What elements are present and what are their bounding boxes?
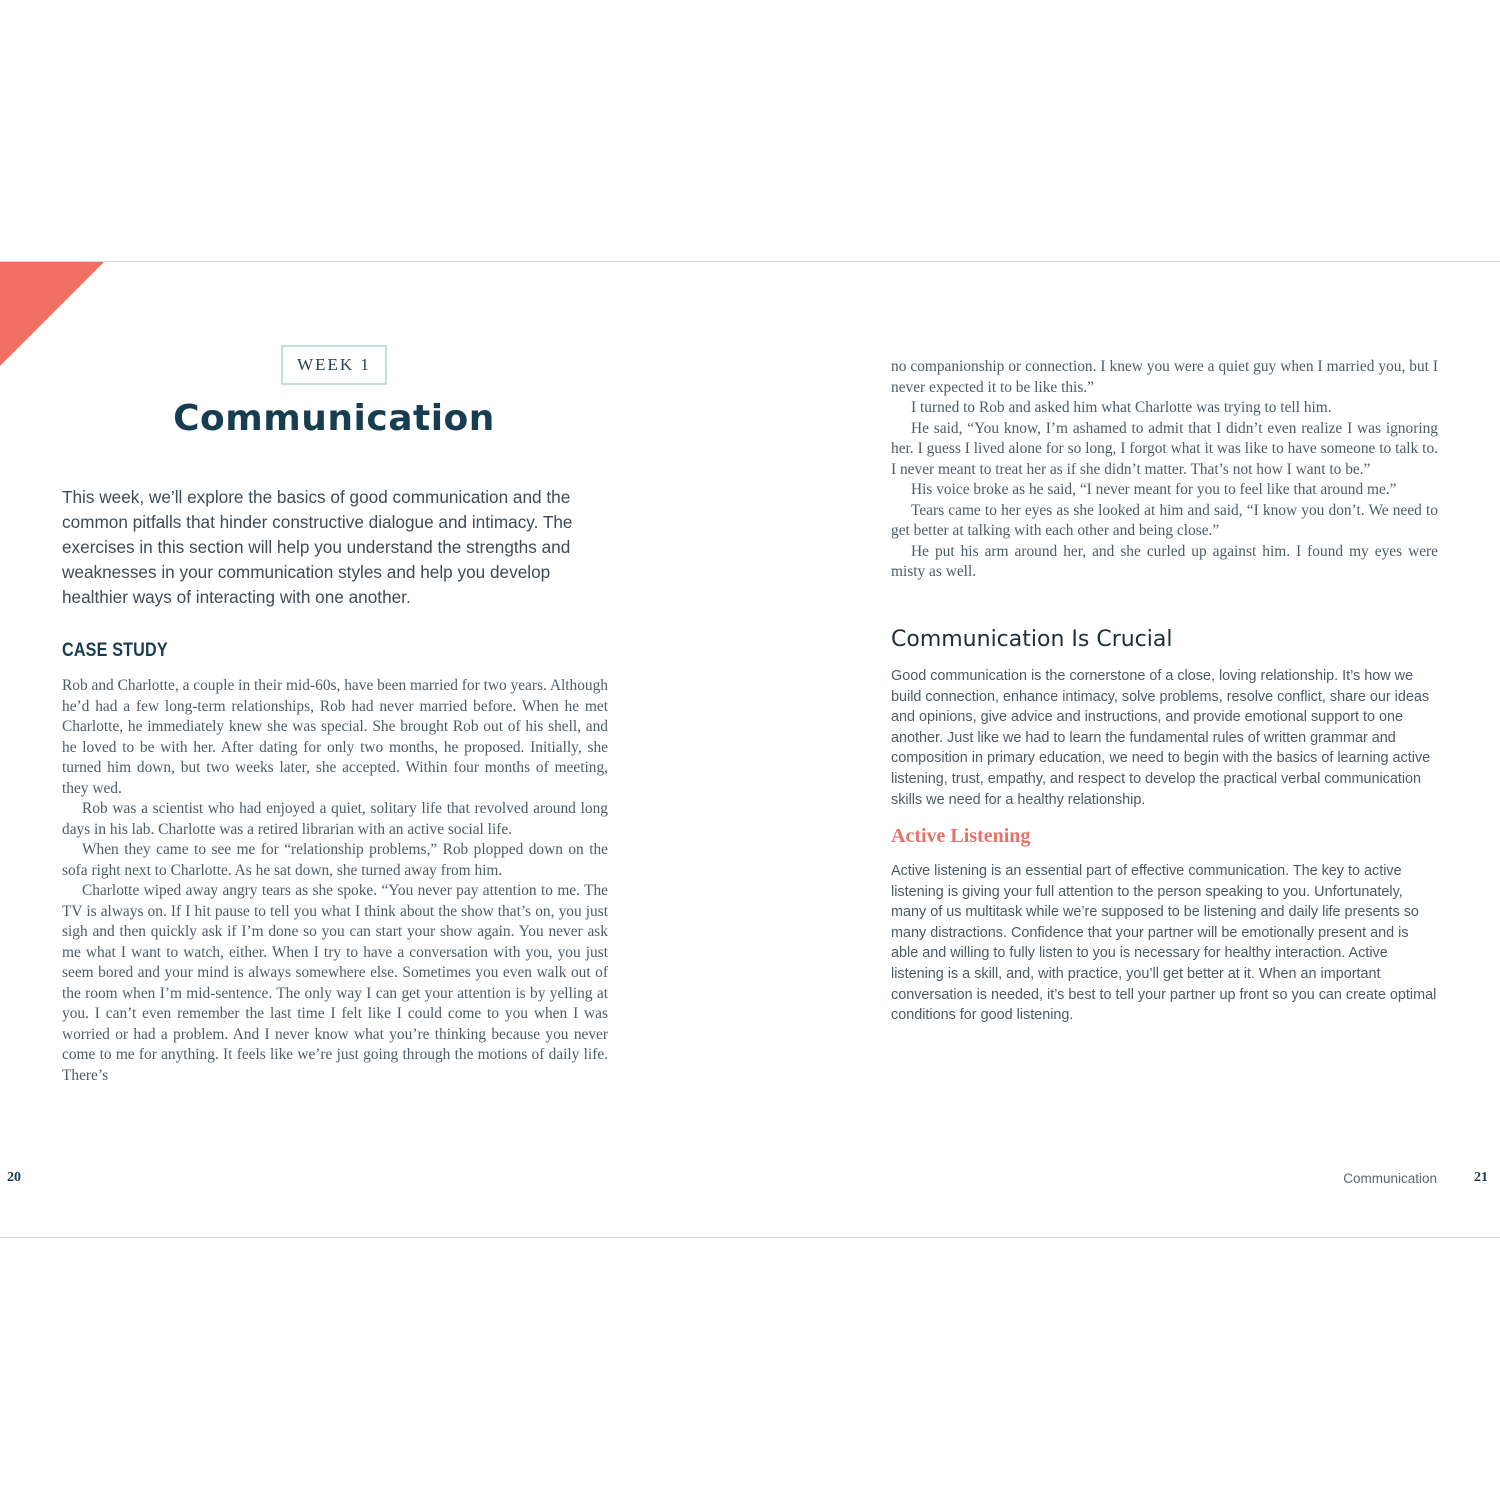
case-study-heading: CASE STUDY xyxy=(62,640,168,661)
case-study-paragraph: He put his arm around her, and she curled up against him. I found my eyes were misty as well. xyxy=(891,542,1438,580)
bottom-rule xyxy=(0,1237,1500,1238)
case-study-paragraph: no companionship or connection. I knew you were a quiet guy when I married you, but I never expected it to be like this.” xyxy=(891,358,1438,396)
case-study-paragraph: His voice broke as he said, “I never meant for you to feel like that around me.” xyxy=(911,481,1397,498)
page-number-right: 21 xyxy=(1474,1170,1488,1185)
case-study-continued xyxy=(891,357,1438,583)
chapter-intro: This week, we’ll explore the basics of good communication and the common pitfalls that hinder constructive dialogue and intimacy. The exercises in this section will help you understand the strengths and weaknesses in your communication styles and help you develop healthier ways of interacting with one another. xyxy=(62,487,573,607)
case-study-paragraph: I turned to Rob and asked him what Charlotte was trying to tell him. xyxy=(911,399,1332,416)
case-study-paragraph: He said, “You know, I’m ashamed to admit that I didn’t even realize I was ignoring her. I guess I lived alone for so long, I forgot what it was like to have someone to talk to. I never meant to treat her as if she didn’t matter. That’s not how I want to be.” xyxy=(891,419,1438,478)
section-heading: Communication Is Crucial xyxy=(891,627,1173,652)
case-study-paragraph: Rob and Charlotte, a couple in their mid-60s, have been married for two years. Although he’d had a few long-term relationships, Rob had never married before. When he met Charlotte, he immediately knew she was special. She brought Rob out of his shell, and he loved to be with her. After dating for only two months, he proposed. Initially, she turned him down, but two weeks later, she accepted. Within four months of meeting, they wed. xyxy=(62,677,608,797)
case-study-paragraph: When they came to see me for “relationship problems,” Rob plopped down on the sofa right next to Charlotte. As he sat down, she turned away from him. xyxy=(62,841,608,879)
case-study-paragraph: Tears came to her eyes as she looked at him and said, “I know you don’t. We need to get better at talking with each other and being close.” xyxy=(891,501,1438,539)
chapter-title: Communication xyxy=(173,398,495,439)
case-study-body xyxy=(62,676,608,1086)
page-number-left: 20 xyxy=(7,1170,21,1185)
corner-triangle xyxy=(0,262,104,366)
section-body: Good communication is the cornerstone of a close, loving relationship. It’s how we build connection, enhance intimacy, solve problems, resolve conflict, share our ideas and opinions, give advice and instructions, and provide emotional support to one another. Just like we had to learn the fundamental rules of written grammar and composition in primary education, we need to begin with the basics of learning active listening, trust, empathy, and respect to develop the practical verbal communication skills we need for a healthy relationship. xyxy=(891,668,1431,808)
case-study-paragraph: Rob was a scientist who had enjoyed a quiet, solitary life that revolved around long days in his lab. Charlotte was a retired librarian with an active social life. xyxy=(62,800,608,838)
subsection-heading: Active Listening xyxy=(891,825,1031,847)
case-study-paragraph: Charlotte wiped away angry tears as she spoke. “You never pay attention to me. The TV is always on. If I hit pause to tell you what I think about the show that’s on, you just sigh and then quickly ask if I’m done so you can start your show again. You never ask me what I want to watch, either. When I try to have a conversation with you, you just seem bored and your mind is always somewhere else. Sometimes you even walk out of the room when I’m mid-sentence. The only way I can get your attention is by yelling at you. I can’t even remember the last time I felt like I could come to you when I was worried or had a problem. And I never know what you’re thinking because you never come to me for anything. It feels like we’re just going through the motions of daily life. There’s xyxy=(62,882,608,1084)
running-head: Communication xyxy=(1343,1171,1437,1186)
week-label: WEEK 1 xyxy=(281,345,387,385)
top-rule xyxy=(0,261,1500,262)
subsection-body: Active listening is an essential part of effective communication. The key to active listening is giving your full attention to the person speaking to you. Unfortunately, many of us multitask while we’re supposed to be listening and daily life presents so many distractions. Confidence that your partner will be emotionally present and is able and willing to fully listen to you is necessary for healthy interaction. Active listening is a skill, and, with practice, you’ll get better at it. When an important conversation is needed, it’s best to tell your partner up front so you can create optimal conditions for good listening. xyxy=(891,863,1437,1024)
